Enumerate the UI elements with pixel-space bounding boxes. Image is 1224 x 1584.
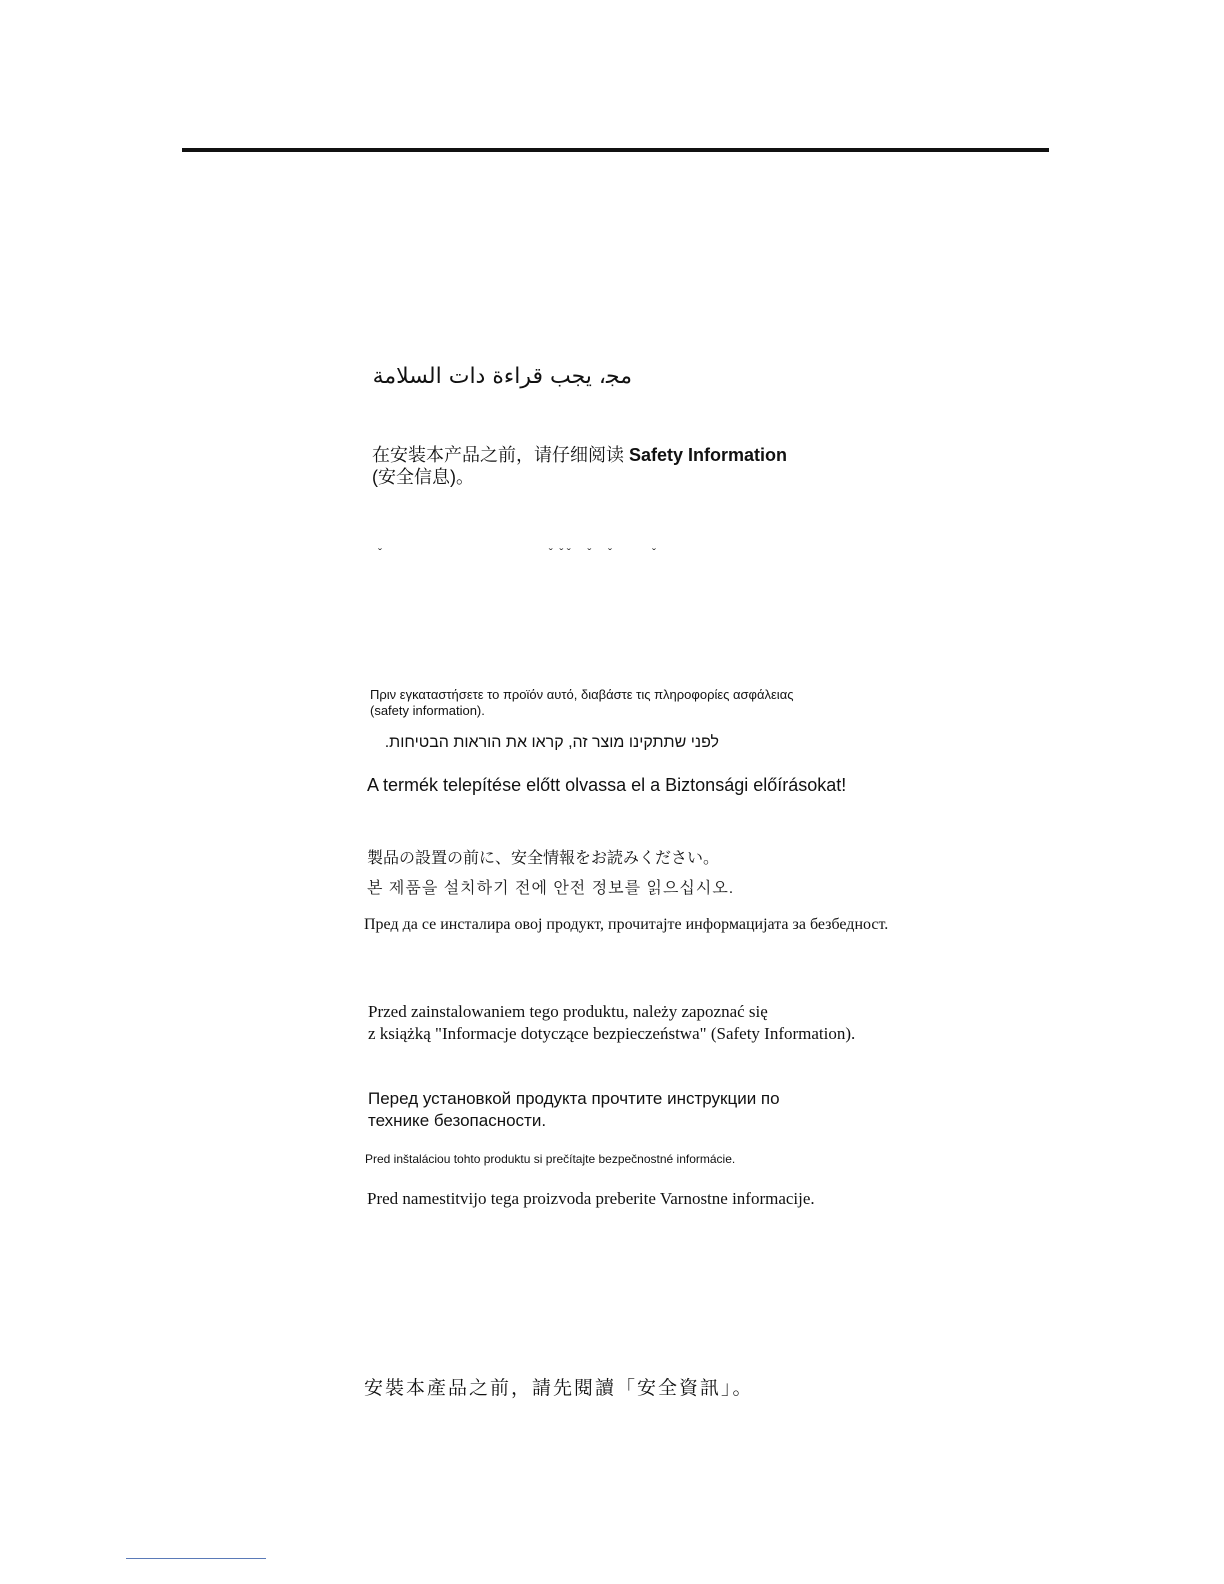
notice-arabic: ﻣﺠ، ﻳﺠﺐ ﻗﺮاءة ﺩاﺕ اﻟﺴﻼﻣﺔ xyxy=(372,364,632,389)
accent-marks-line: ˇ ˇ ˇ ˇ ˇ ˇ ˇ xyxy=(378,546,657,560)
notice-slovak: Pred inštaláciou tohto produktu si prečítajte bezpečnostné informácie. xyxy=(365,1152,736,1166)
notice-hebrew: לפני שתתקינו מוצר זה, קראו את הוראות הבטיחות. xyxy=(384,734,719,751)
notice-russian-line2: технике безопасности. xyxy=(368,1111,547,1130)
notice-polish-line2: z książką "Informacje dotyczące bezpieczeństwa" (Safety Information). xyxy=(368,1024,856,1043)
notice-hungarian: A termék telepítése előtt olvassa el a Biztonsági előírásokat! xyxy=(367,775,847,795)
notice-japanese: 製品の設置の前に、安全情報をお読みください。 xyxy=(367,850,720,867)
notice-russian xyxy=(368,1088,780,1132)
notice-greek xyxy=(370,687,793,719)
notice-chinese-simplified-line2: (安全信息)。 xyxy=(372,467,474,487)
notice-greek-line2: (safety information). xyxy=(370,703,485,718)
footer-rule xyxy=(126,1558,266,1559)
top-rule xyxy=(182,148,1049,152)
notice-polish-line1: Przed zainstalowaniem tego produktu, należy zapoznać się xyxy=(368,1002,768,1021)
notice-chinese-simplified xyxy=(372,444,787,488)
notice-chinese-simplified-en: Safety Information xyxy=(629,445,788,465)
notice-polish xyxy=(368,1001,855,1045)
notice-russian-line1: Перед установкой продукта прочтите инструкции по xyxy=(368,1089,780,1108)
notice-macedonian: Пред да се инсталира овој продукт, прочитајте информацијата за безбедност. xyxy=(364,916,889,933)
notice-chinese-simplified-text: 在安装本产品之前，请仔细阅读 xyxy=(372,445,624,465)
notice-greek-line1: Πριν εγκαταστήσετε το προϊόν αυτό, διαβάστε τις πληροφορίες ασφάλειας xyxy=(370,687,794,702)
notice-korean: 본 제품을 설치하기 전에 안전 정보를 읽으십시오. xyxy=(367,880,735,897)
notice-slovenian: Pred namestitvijo tega proizvoda preberite Varnostne informacije. xyxy=(367,1189,815,1208)
notice-chinese-traditional: 安裝本產品之前，請先閱讀「安全資訊」。 xyxy=(364,1378,754,1399)
